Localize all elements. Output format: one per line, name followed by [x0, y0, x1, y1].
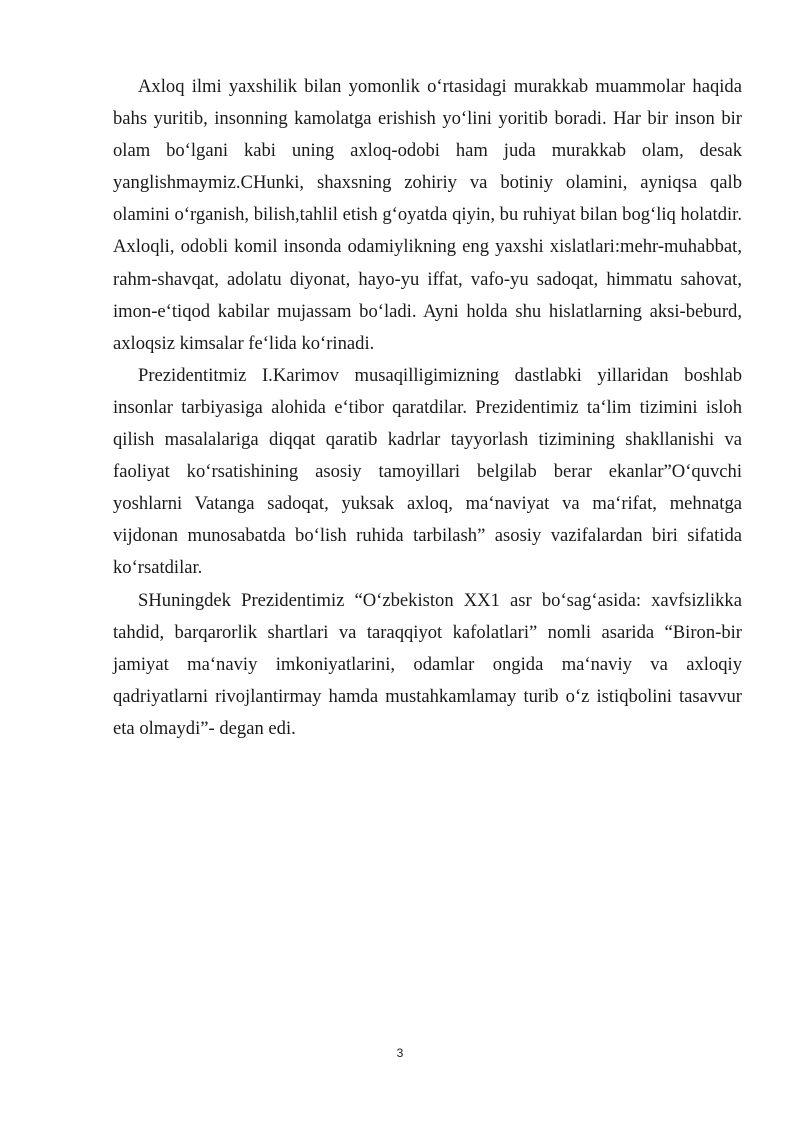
paragraph-3: SHuningdek Prezidentimiz “O‘zbekiston XX1 asr bo‘sag‘asida: xavfsizlikka tahdid, barqarorlik shartlari va taraqqiyot kafolatlari” nomli asarida “Biron-bir jamiyat ma‘naviy imkoniyatlarini, odamlar ongida ma‘naviy va axloqiy qadriyatlarni rivojlantirmay hamda mustahkamlamay turib o‘z istiqbolini tasavvur eta olmaydi”- degan edi.: [113, 589, 742, 739]
paragraph-1: Axloq ilmi yaxshilik bilan yomonlik o‘rtasidagi murakkab muammolar haqida bahs yuritib, insonning kamolatga erishish yo‘lini yoritib boradi. Har bir inson bir olam bo‘lgani kabi uning axloq-odobi ham juda murakkab olam, desak yanglishmaymiz.CHunki, shaxsning zohiriy va botiniy olamini, ayniqsa qalb olamini o‘rganish, bilish,tahlil etish g‘oyatda qiyin, bu ruhiyat bilan bog‘liq holatdir. Axloqli, odobli komil insonda odamiylikning eng yaxshi xislatlari:mehr-muhabbat, rahm-shavqat, adolatu diyonat, hayo-yu iffat, vafo-yu sadoqat, himmatu sahovat, imon-e‘tiqod kabilar mujassam bo‘ladi. Ayni holda shu hislatlarning aksi-beburd, axloqsiz kimsalar fe‘lida ko‘rinadi.: [113, 76, 742, 354]
body-text: [113, 71, 742, 745]
paragraph-2: Prezidentitmiz I.Karimov musaqilligimizning dastlabki yillaridan boshlab insonlar tarbiyasiga alohida e‘tibor qaratdilar. Prezidentimiz ta‘lim tizimini isloh qilish masalalariga diqqat qaratib kadrlar tayyorlash tizimining shakllanishi va faoliyat ko‘rsatishining asosiy tamoyillari belgilab berar ekanlar”O‘quvchi yoshlarni Vatanga sadoqat, yuksak axloq, ma‘naviyat va ma‘rifat, mehnatga vijdonan munosabatda bo‘lish ruhida tarbilash” asosiy vazifalardan biri sifatida ko‘rsatdilar.: [113, 364, 742, 579]
page-number: 3: [396, 1046, 404, 1060]
